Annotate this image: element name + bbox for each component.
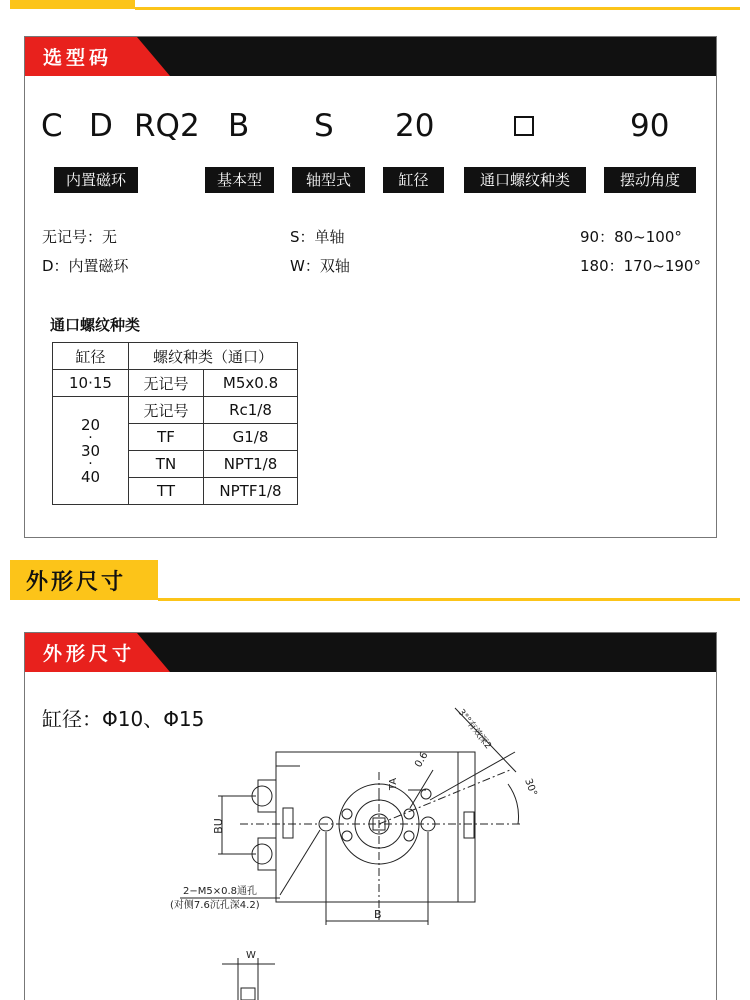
label-port-note-1: 2−M5×0.8通孔	[183, 886, 258, 897]
body-outline	[276, 752, 475, 902]
mark-cell: TT	[129, 478, 204, 505]
shaft-side-view	[241, 988, 255, 1000]
tag-shaft: 轴型式	[292, 167, 365, 193]
code-b: B	[228, 108, 250, 144]
mark-cell: TF	[129, 424, 204, 451]
bolt-hole-2	[342, 831, 352, 841]
bore-40: 40	[80, 467, 101, 486]
option-angle-90: 90：80~100°	[580, 228, 682, 246]
label-30deg: 30°	[522, 777, 539, 798]
port-note-leader	[280, 830, 320, 895]
thread-cell: Rc1/8	[204, 397, 298, 424]
thread-cell: G1/8	[204, 424, 298, 451]
bore-sep-2: ·	[88, 455, 93, 472]
tag-magnet: 内置磁环	[54, 167, 138, 193]
fitting-lower	[258, 838, 276, 870]
label-06: 0.6	[413, 750, 431, 770]
dimensions-panel-title: 外形尺寸	[43, 643, 136, 665]
header-bore: 缸径	[53, 343, 129, 370]
header-thread: 螺纹种类（通口）	[129, 343, 298, 370]
option-shaft-w: W：双轴	[290, 257, 350, 275]
label-ta: TA	[388, 777, 399, 791]
left-slot	[283, 808, 293, 838]
right-slot	[464, 812, 474, 838]
label-port-note-2: (对侧7.6沉孔深4.2)	[170, 900, 260, 911]
mark-cell: 无记号	[129, 397, 204, 424]
label-depth-note: 3°°有效深2	[455, 707, 493, 752]
bore-20: 20	[80, 415, 101, 434]
tag-basic: 基本型	[205, 167, 274, 193]
code-s: S	[314, 108, 334, 144]
fitting-upper	[258, 780, 276, 812]
bore-group-1: 10·15	[53, 370, 129, 397]
thread-cell: NPTF1/8	[204, 478, 298, 505]
thread-cell: NPT1/8	[204, 451, 298, 478]
code-c: C	[41, 108, 63, 144]
option-magnet-d: D：内置磁环	[42, 257, 129, 275]
mark-cell: TN	[129, 451, 204, 478]
tag-port: 通口螺纹种类	[464, 167, 586, 193]
code-d: D	[89, 108, 113, 144]
code-angle: 90	[630, 108, 670, 144]
label-w: W	[246, 950, 256, 961]
bolt-hole-1	[342, 809, 352, 819]
bore-30: 30	[80, 441, 101, 460]
bolt-hole-4	[404, 831, 414, 841]
tag-angle: 摆动角度	[604, 167, 696, 193]
mark-cell: 无记号	[129, 370, 204, 397]
code-bore: 20	[395, 108, 435, 144]
label-bu: BU	[212, 818, 225, 834]
angle-arc	[508, 784, 519, 824]
dimensions-section-label: 外形尺寸	[26, 570, 127, 595]
tag-bore: 缸径	[383, 167, 444, 193]
code-rq2: RQ2	[134, 108, 200, 144]
option-shaft-s: S：单轴	[290, 228, 345, 246]
option-angle-180: 180：170~190°	[580, 257, 701, 275]
dim-06-leader	[410, 770, 433, 808]
thread-cell: M5x0.8	[204, 370, 298, 397]
thread-table-title: 通口螺纹种类	[50, 316, 141, 334]
label-b: B	[374, 908, 382, 921]
depth-leader	[430, 752, 515, 800]
bore-sep-1: ·	[88, 429, 93, 446]
drawing-lines	[180, 708, 520, 1000]
selection-panel-title: 选型码	[43, 47, 113, 69]
option-magnet-none: 无记号：无	[42, 228, 118, 246]
bore-size-title: 缸径：Φ10、Φ15	[42, 707, 205, 731]
